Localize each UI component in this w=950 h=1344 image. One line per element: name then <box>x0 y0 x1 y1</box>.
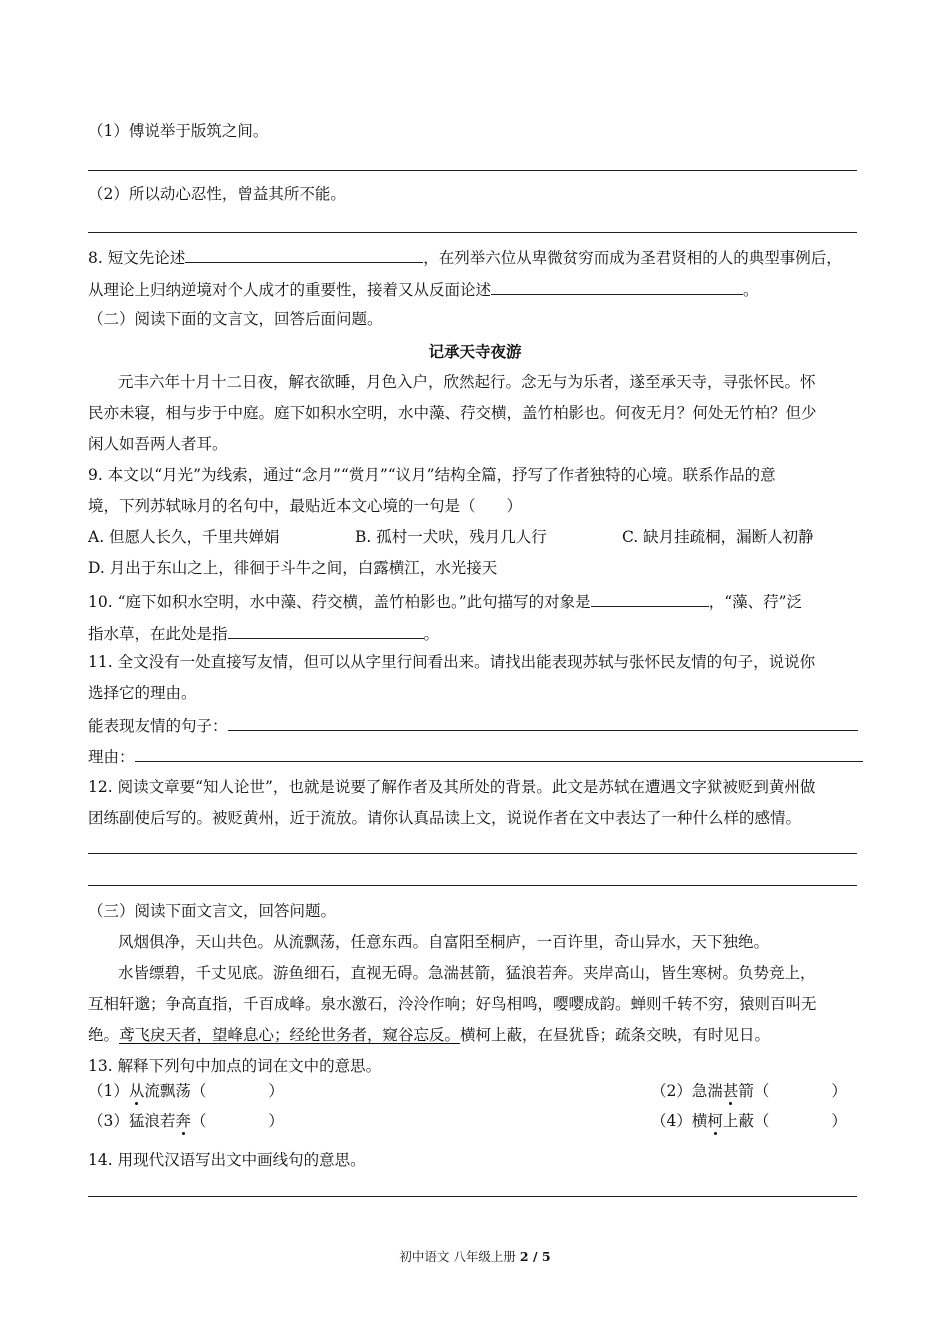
passage-line <box>88 1024 864 1046</box>
question-9-line-2: 境，下列苏轼咏月的名句中，最贴近本文心境的一句是（ ） <box>88 497 523 515</box>
option-c[interactable]: C. 缺月挂疏桐，漏断人初静 <box>622 528 814 546</box>
passage-line: 风烟俱净，天山共色。从流飘荡，任意东西。自富阳至桐庐，一百许里，奇山异水，天下独绝。 <box>118 933 770 951</box>
question-13-row-2 <box>88 1110 864 1132</box>
dotted-character: 从 <box>128 1082 145 1100</box>
underlined-sentence: 鸢飞戾天者，望峰息心；经纶世务者，窥谷忘反。 <box>119 1026 461 1044</box>
page-number: 2 / 5 <box>519 1249 551 1264</box>
answer-line[interactable] <box>88 170 857 171</box>
question-10-line-1 <box>88 589 864 613</box>
question-8-text: 8. 短文先论述 <box>88 249 186 267</box>
question-10-text: 指水草，在此处是指 <box>88 625 228 643</box>
passage-line: 闲人如吾两人者耳。 <box>88 435 228 453</box>
answer-line[interactable] <box>88 885 857 886</box>
fill-blank[interactable] <box>185 245 423 263</box>
word-item-1 <box>88 1082 284 1100</box>
question-11-sentence-row <box>88 713 864 737</box>
option-b[interactable]: B. 孤村一犬吠，残月几人行 <box>355 528 547 546</box>
page-footer <box>0 1247 950 1265</box>
fill-blank[interactable] <box>228 621 424 639</box>
passage-line: 互相轩邈；争高直指，千百成峰。泉水激石，泠泠作响；好鸟相鸣，嘤嘤成韵。蝉则千转不穷，猿则百叫无 <box>88 995 817 1013</box>
question-12-line-2: 团练副使后写的。被贬黄州，近于流放。请你认真品读上文，说说作者在文中表达了一种什么样的感情。 <box>88 809 802 827</box>
word-item-2 <box>651 1080 847 1102</box>
passage-title: 记承天寺夜游 <box>428 343 522 361</box>
answer-line[interactable] <box>88 853 857 854</box>
question-11-line-1: 11. 全文没有一处直接写友情，但可以从字里行间看出来。请找出能表现苏轼与张怀民友情的句子，说说你 <box>88 653 816 671</box>
question-7-item-1: （1）傅说举于版筑之间。 <box>88 122 269 140</box>
question-11-line-2: 选择它的理由。 <box>88 684 197 702</box>
section-2-heading: （二）阅读下面的文言文，回答后面问题。 <box>88 310 383 328</box>
question-8-text: 。 <box>743 281 759 299</box>
word-item-3 <box>88 1112 284 1130</box>
question-9-line-1: 9. 本文以“月光”为线索，通过“念月”“赏月”“议月”结构全篇，抒写了作者独特的心境。联系作品的意 <box>88 466 776 484</box>
question-10-line-2 <box>88 621 864 645</box>
word-item-4 <box>651 1110 847 1132</box>
dotted-character: 柯 <box>707 1112 723 1130</box>
item-text: 流飘荡（ ） <box>144 1082 284 1100</box>
item-text: （2）急湍 <box>651 1082 723 1100</box>
item-text: （3）猛浪若 <box>88 1112 176 1130</box>
passage-line: 水皆缥碧，千丈见底。游鱼细石，直视无碍。急湍甚箭，猛浪若奔。夹岸高山，皆生寒树。负势竞上， <box>118 964 816 982</box>
answer-label: 理由： <box>88 748 135 766</box>
question-8-text: 从理论上归纳逆境对个人成才的重要性，接着又从反面论述 <box>88 281 492 299</box>
question-8-line-2 <box>88 277 864 301</box>
fill-blank[interactable] <box>228 713 858 731</box>
item-text: （4）横 <box>651 1112 708 1130</box>
item-text: （1） <box>88 1082 129 1100</box>
fill-blank[interactable] <box>491 277 743 295</box>
passage-text: 横柯上蔽，在昼犹昏；疏条交映，有时见日。 <box>460 1026 771 1044</box>
option-d[interactable]: D. 月出于东山之上，徘徊于斗牛之间，白露横江，水光接天 <box>88 559 498 577</box>
question-13: 13. 解释下列句中加点的词在文中的意思。 <box>88 1057 382 1075</box>
question-14: 14. 用现代汉语写出文中画线句的意思。 <box>88 1151 366 1169</box>
answer-line[interactable] <box>88 232 857 233</box>
question-7-item-2: （2）所以动心忍性，曾益其所不能。 <box>88 185 346 203</box>
question-13-row-1 <box>88 1080 864 1102</box>
answer-line[interactable] <box>88 1196 857 1197</box>
question-10-text: 10. “庭下如积水空明，水中藻、荇交横，盖竹柏影也。”此句描写的对象是 <box>88 593 591 611</box>
answer-label: 能表现友情的句子： <box>88 717 228 735</box>
question-10-text: ，“藻、荇”泛 <box>708 593 803 611</box>
dotted-character: 奔 <box>175 1112 191 1130</box>
item-text: （ ） <box>190 1112 284 1130</box>
passage-text: 绝。 <box>88 1026 120 1044</box>
question-12-line-1: 12. 阅读文章要“知人论世”，也就是说要了解作者及其所处的背景。此文是苏轼在遭遇文字狱被贬到黄州做 <box>88 778 816 796</box>
fill-blank[interactable] <box>135 744 863 762</box>
question-8-line-1 <box>88 245 864 269</box>
dotted-character: 甚 <box>722 1082 739 1100</box>
passage-line: 元丰六年十月十二日夜，解衣欲睡，月色入户，欣然起行。念无与为乐者，遂至承天寺，寻张怀民。怀 <box>118 373 816 391</box>
item-text: 箭（ ） <box>738 1082 847 1100</box>
footer-text: 初中语文 八年级上册 <box>399 1249 516 1264</box>
passage-line: 民亦未寝，相与步于中庭。庭下如积水空明，水中藻、荇交横，盖竹柏影也。何夜无月？何处无竹柏？但少 <box>88 404 817 422</box>
option-a[interactable]: A. 但愿人长久，千里共婵娟 <box>88 528 280 546</box>
item-text: 上蔽（ ） <box>722 1112 847 1130</box>
question-11-reason-row <box>88 744 864 768</box>
question-8-text: ，在列举六位从卑微贫穷而成为圣君贤相的人的典型事例后， <box>423 249 842 267</box>
fill-blank[interactable] <box>591 589 709 607</box>
section-3-heading: （三）阅读下面文言文，回答问题。 <box>88 902 337 920</box>
question-10-text: 。 <box>423 625 440 643</box>
